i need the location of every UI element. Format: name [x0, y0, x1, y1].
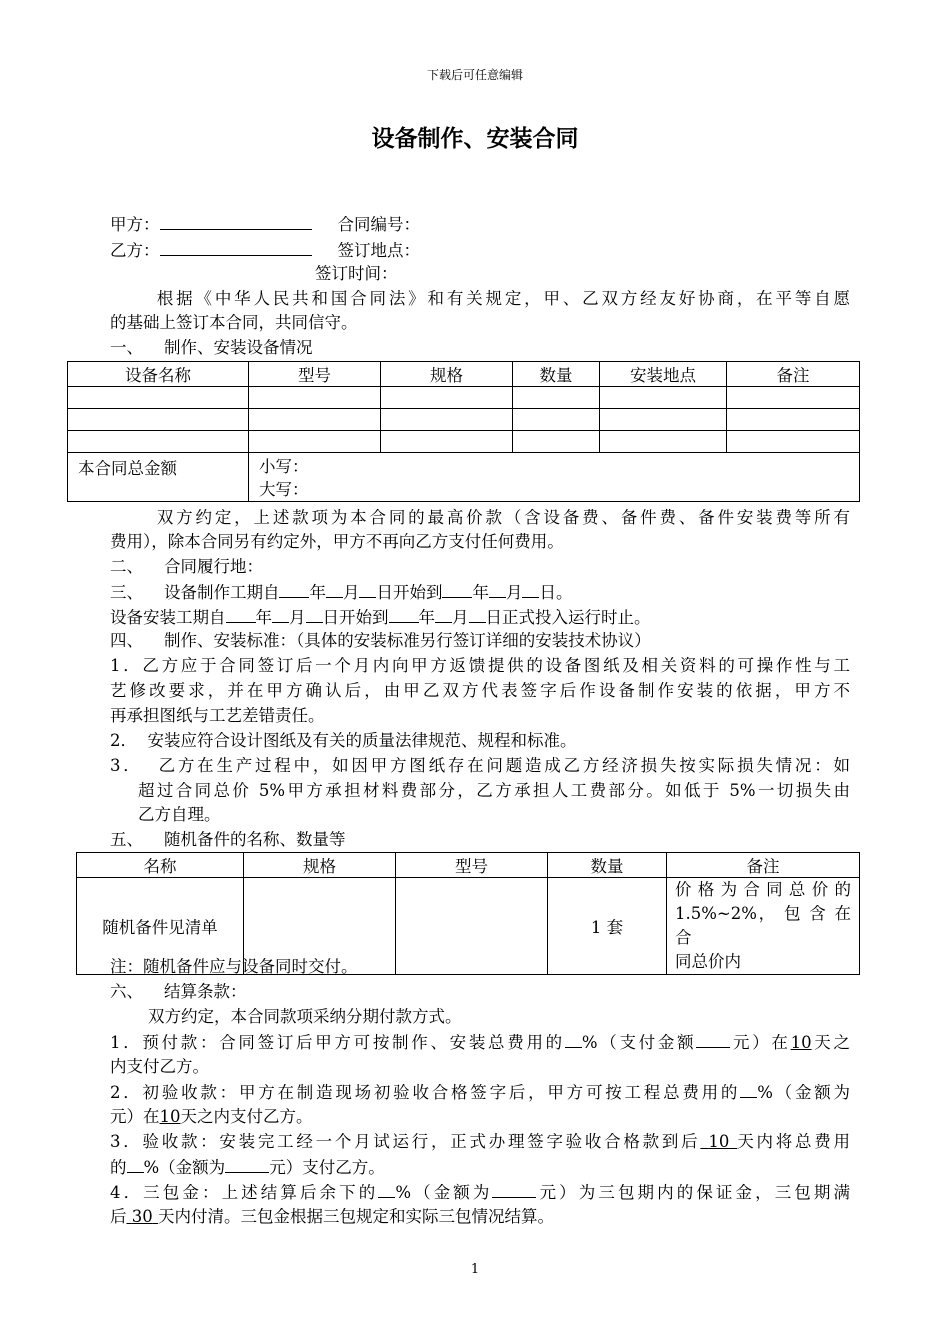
document-title: 设备制作、安装合同: [371, 126, 579, 152]
payment-1-line-1: 1．预付款：合同签订后甲方可按制作、安装总费用的 %（支付金额 元）在10天之: [110, 1030, 850, 1055]
th-part-model: 型号: [396, 853, 548, 878]
party-b-blank[interactable]: [160, 238, 312, 256]
table-row: [68, 409, 860, 431]
payment-1-line-2: 内支付乙方。: [110, 1057, 209, 1076]
item-4-2: 2． 安装应符合设计图纸及有关的质量法律规范、规程和标准。: [110, 731, 577, 750]
sign-time-label: 签订时间：: [315, 264, 398, 283]
th-part-remark: 备注: [667, 853, 860, 878]
sign-place-label: 签订地点：: [337, 241, 420, 260]
th-spec: 规格: [381, 362, 513, 387]
equipment-table: [67, 361, 860, 502]
th-location: 安装地点: [600, 362, 727, 387]
section-1-heading: 一、 制作、安装设备情况: [110, 338, 313, 357]
contract-no-label: 合同编号：: [337, 215, 420, 234]
th-part-spec: 规格: [244, 853, 396, 878]
party-b-line: [110, 238, 850, 263]
part-quantity-cell: 1 套: [548, 878, 667, 975]
payment-4-line-2: 后 30 天内付清。三包金根据三包规定和实际三包情况结算。: [110, 1207, 554, 1226]
party-b-label: 乙方：: [110, 241, 160, 260]
install-period-line: 设备安装工期自 年 月 日开始到 年 月 日正式投入运行时止。: [110, 605, 850, 630]
page-number: 1: [470, 1262, 480, 1277]
party-a-blank[interactable]: [160, 212, 312, 230]
page-header: 下载后可任意编辑: [426, 68, 523, 82]
th-device-name: 设备名称: [68, 362, 249, 387]
th-remark: 备注: [727, 362, 860, 387]
section-5-heading: 五、 随机备件的名称、数量等: [110, 830, 346, 849]
table-row: [68, 387, 860, 409]
section-3-line: 三、 设备制作工期自 年 月 日开始到 年 月 日。: [110, 580, 850, 605]
item-4-1-line-2: 艺修改要求，并在甲方确认后，由甲乙双方代表签字后作设备制作安装的依据，甲方不: [110, 681, 850, 700]
party-a-label: 甲方：: [110, 215, 160, 234]
item-4-3-line-1: 3． 乙方在生产过程中，如因甲方图纸存在问题造成乙方经济损失按实际损失情况：如: [110, 756, 850, 775]
item-4-3-line-3: 乙方自理。: [138, 805, 221, 824]
total-amount-label: 本合同总金额: [68, 453, 249, 502]
section-4-heading: 四、 制作、安装标准：（具体的安装标准另行签订详细的安装技术协议）: [110, 631, 651, 650]
th-quantity: 数量: [513, 362, 600, 387]
payment-3-line-1: 3．验收款：安装完工经一个月试运行，正式办理签字验收合格款到后 10 天内将总费用: [110, 1132, 850, 1151]
payment-2-line-1: 2．初验收款：甲方在制造现场初验收合格签字后，甲方可按工程总费用的 %（金额为: [110, 1080, 850, 1105]
item-4-1-line-3: 再承担图纸与工艺差错责任。: [110, 706, 325, 725]
th-part-name: 名称: [77, 853, 244, 878]
payment-2-line-2: 元）在10天之内支付乙方。: [110, 1107, 313, 1126]
agreement-line-1: 双方约定，上述款项为本合同的最高价款（含设备费、备件费、备件安装费等所有: [154, 508, 850, 527]
payment-4-line-1: 4．三包金：上述结算后余下的 %（金额为 元）为三包期内的保证金，三包期满: [110, 1180, 850, 1205]
item-4-1-line-1: 1．乙方应于合同签订后一个月内向甲方返馈提供的设备图纸及相关资料的可操作性与工: [110, 656, 850, 675]
th-model: 型号: [249, 362, 381, 387]
section-2-heading: 二、 合同履行地：: [110, 557, 263, 576]
note-line: 注：随机备件应与设备同时交付。: [110, 957, 358, 976]
item-4-3-line-2: 超过合同总价 5%甲方承担材料费部分，乙方承担人工费部分。如低于 5%一切损失由: [138, 781, 850, 800]
th-part-quantity: 数量: [548, 853, 667, 878]
intro-line-2: 的基础上签订本合同，共同信守。: [110, 313, 358, 332]
part-remark-cell: 价 格 为 合 同 总 价 的 1.5%~2%， 包 含 在 合 同总价内: [667, 878, 860, 975]
section-6-intro: 双方约定，本合同款项采纳分期付款方式。: [148, 1007, 462, 1026]
party-a-line: [110, 212, 850, 237]
payment-3-line-2: 的 %（金额为 元）支付乙方。: [110, 1155, 850, 1180]
table-row: [68, 431, 860, 453]
part-name-cell: 随机备件见清单: [77, 878, 244, 975]
amount-upper-label: 大写：: [259, 480, 309, 499]
amount-lower-label: 小写：: [259, 457, 309, 476]
total-amount-cell: [249, 453, 860, 502]
section-6-heading: 六、 结算条款：: [110, 982, 247, 1001]
intro-line-1: 根据《中华人民共和国合同法》和有关规定，甲、乙双方经友好协商，在平等自愿: [154, 289, 850, 308]
agreement-line-2: 费用），除本合同另有约定外，甲方不再向乙方支付任何费用。: [110, 532, 564, 551]
